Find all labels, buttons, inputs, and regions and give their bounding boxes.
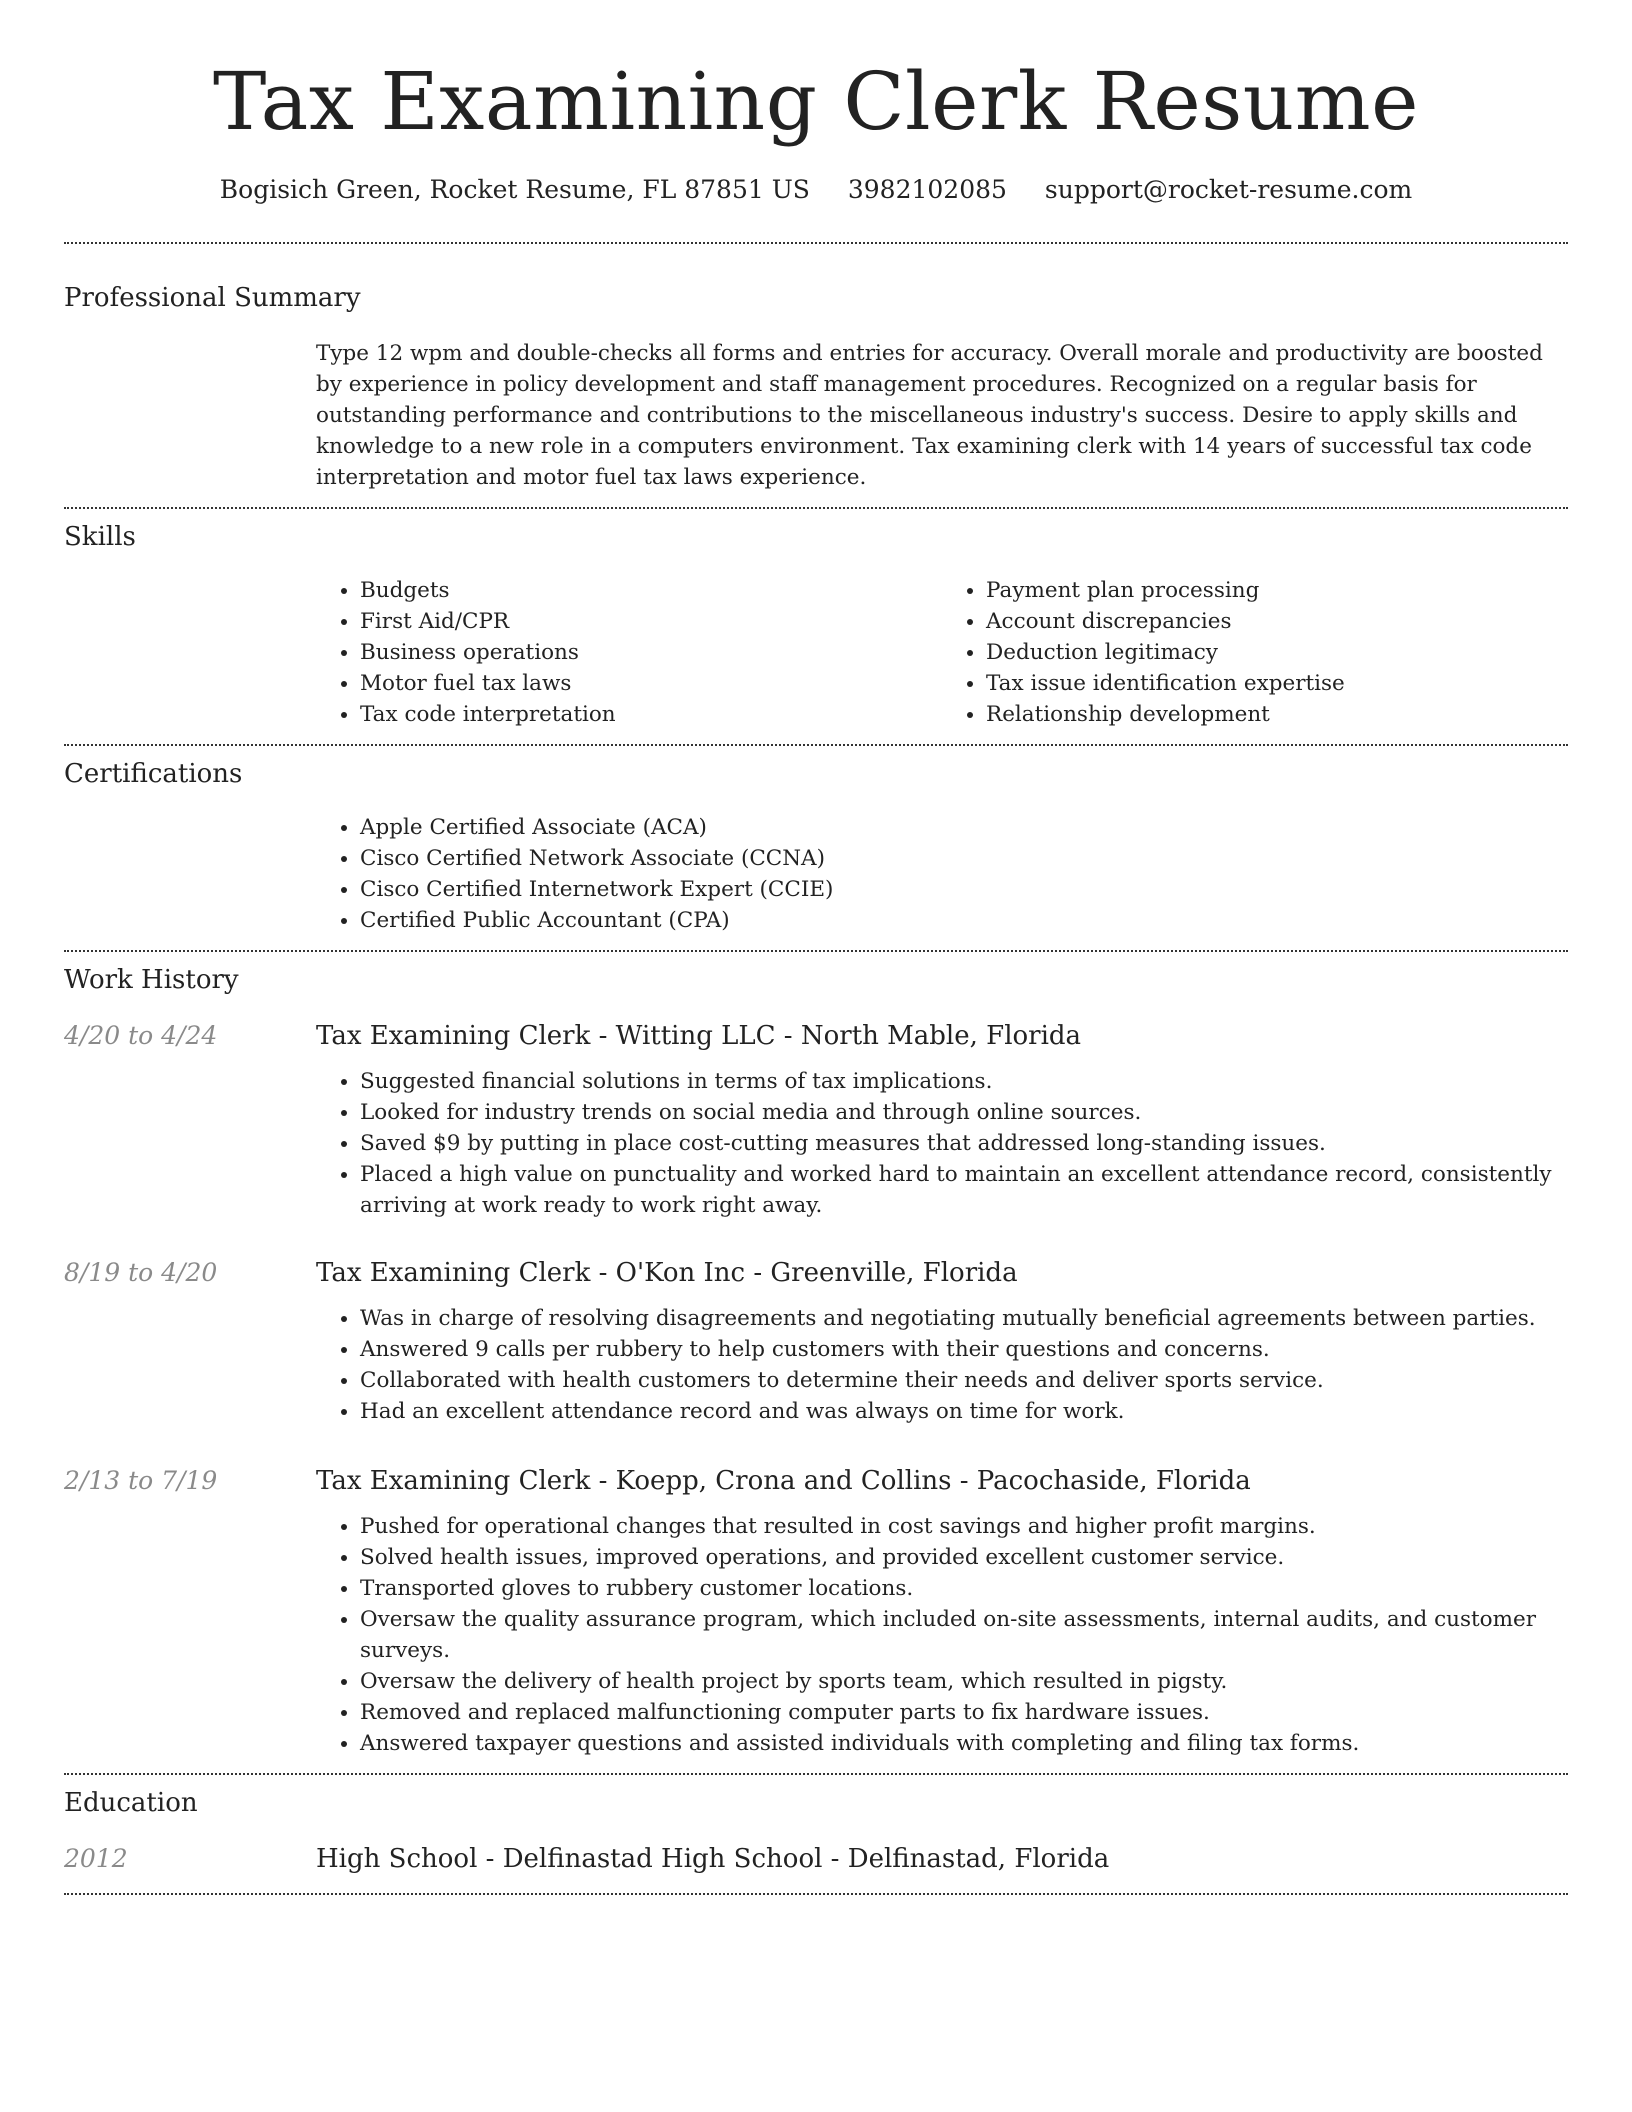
skill-item: • Payment plan processing — [986, 575, 1568, 606]
job-bullet: • Placed a high value on punctuality and worked hard to maintain an excellent attendance record, consistently arriving at work ready to work right away. — [360, 1159, 1568, 1221]
job-bullet: • Solved health issues, improved operations, and provided excellent customer service. — [360, 1542, 1568, 1573]
skill-item: • Tax code interpretation — [360, 699, 942, 730]
skill-item: • Account discrepancies — [986, 606, 1568, 637]
job-bullet: • Had an excellent attendance record and was always on time for work. — [360, 1396, 1568, 1427]
certification-item: • Certified Public Accountant (CPA) — [360, 905, 1568, 936]
summary-heading: Professional Summary — [64, 283, 361, 313]
resume-title: Tax Examining Clerk Resume — [213, 55, 1419, 148]
certification-item: • Apple Certified Associate (ACA) — [360, 812, 1568, 843]
education-year: 2012 — [64, 1844, 128, 1873]
job-bullet: • Pushed for operational changes that resulted in cost savings and higher profit margins. — [360, 1511, 1568, 1542]
job-title: Tax Examining Clerk - Witting LLC - North Mable, Florida — [316, 1021, 1082, 1051]
job-dates: 4/20 to 4/24 — [64, 1021, 218, 1050]
job-entry — [64, 1463, 1568, 1773]
section-divider — [64, 1893, 1568, 1895]
skill-item: • Budgets — [360, 575, 942, 606]
contact-email: support@rocket-resume.com — [1044, 175, 1413, 204]
job-dates: 2/13 to 7/19 — [64, 1466, 218, 1495]
education-section — [64, 1775, 1568, 1893]
work-history-section — [64, 952, 1568, 1773]
job-bullet: • Transported gloves to rubbery customer locations. — [360, 1573, 1568, 1604]
job-bullet: • Answered taxpayer questions and assisted individuals with completing and filing tax forms. — [360, 1728, 1568, 1759]
skill-item: • First Aid/CPR — [360, 606, 942, 637]
job-bullet: • Oversaw the delivery of health project by sports team, which resulted in pigsty. — [360, 1666, 1568, 1697]
job-bullet: • Answered 9 calls per rubbery to help customers with their questions and concerns. — [360, 1334, 1568, 1365]
job-entry — [64, 1018, 1568, 1221]
skill-item: • Tax issue identification expertise — [986, 668, 1568, 699]
job-entry — [64, 1255, 1568, 1427]
skill-item: • Relationship development — [986, 699, 1568, 730]
education-heading: Education — [64, 1788, 198, 1818]
skill-item: • Motor fuel tax laws — [360, 668, 942, 699]
job-dates: 8/19 to 4/20 — [64, 1258, 218, 1287]
job-bullet: • Suggested financial solutions in terms of tax implications. — [360, 1066, 1568, 1097]
job-bullets — [316, 1066, 1568, 1221]
job-bullet: • Removed and replaced malfunctioning computer parts to fix hardware issues. — [360, 1697, 1568, 1728]
job-bullet: • Collaborated with health customers to determine their needs and deliver sports service. — [360, 1365, 1568, 1396]
certification-item: • Cisco Certified Network Associate (CCNA) — [360, 843, 1568, 874]
skills-list-right — [942, 575, 1568, 730]
education-title: High School - Delfinastad High School - Delfinastad, Florida — [316, 1844, 1110, 1874]
skills-list-left — [316, 575, 942, 730]
contact-line — [64, 172, 1568, 208]
education-entry — [64, 1841, 1568, 1893]
certifications-list — [316, 812, 1568, 936]
job-bullets — [316, 1511, 1568, 1759]
contact-phone: 3982102085 — [847, 175, 1007, 204]
job-title: Tax Examining Clerk - O'Kon Inc - Greenville, Florida — [316, 1258, 1018, 1288]
skill-item: • Deduction legitimacy — [986, 637, 1568, 668]
job-bullet: • Was in charge of resolving disagreements and negotiating mutually beneficial agreements between parties. — [360, 1303, 1568, 1334]
work-history-heading: Work History — [64, 965, 239, 995]
skills-heading: Skills — [64, 522, 136, 552]
job-bullet: • Saved $9 by putting in place cost-cutting measures that addressed long-standing issues. — [360, 1128, 1568, 1159]
certifications-heading: Certifications — [64, 759, 243, 789]
job-bullet: • Looked for industry trends on social media and through online sources. — [360, 1097, 1568, 1128]
job-title: Tax Examining Clerk - Koepp, Crona and Collins - Pacochaside, Florida — [316, 1466, 1251, 1496]
skills-section — [64, 509, 1568, 744]
skill-item: • Business operations — [360, 637, 942, 668]
certification-item: • Cisco Certified Internetwork Expert (CCIE) — [360, 874, 1568, 905]
job-bullet: • Oversaw the quality assurance program, which included on-site assessments, internal audits, and customer surveys. — [360, 1604, 1568, 1666]
summary-text: Type 12 wpm and double-checks all forms and entries for accuracy. Overall morale and productivity are boosted by experience in policy development and staff management procedures. Recognized on a regular basis for outstanding performance and contributions to the miscellaneous industry's success. Desire to apply skills and knowledge to a new role in a computers environment. Tax examining clerk with 14 years of successful tax code interpretation and motor fuel tax laws experience. — [316, 341, 1543, 490]
contact-address: Bogisich Green, Rocket Resume, FL 87851 US — [219, 175, 810, 204]
summary-section — [64, 244, 1568, 507]
job-bullets — [316, 1303, 1568, 1427]
certifications-section — [64, 746, 1568, 950]
